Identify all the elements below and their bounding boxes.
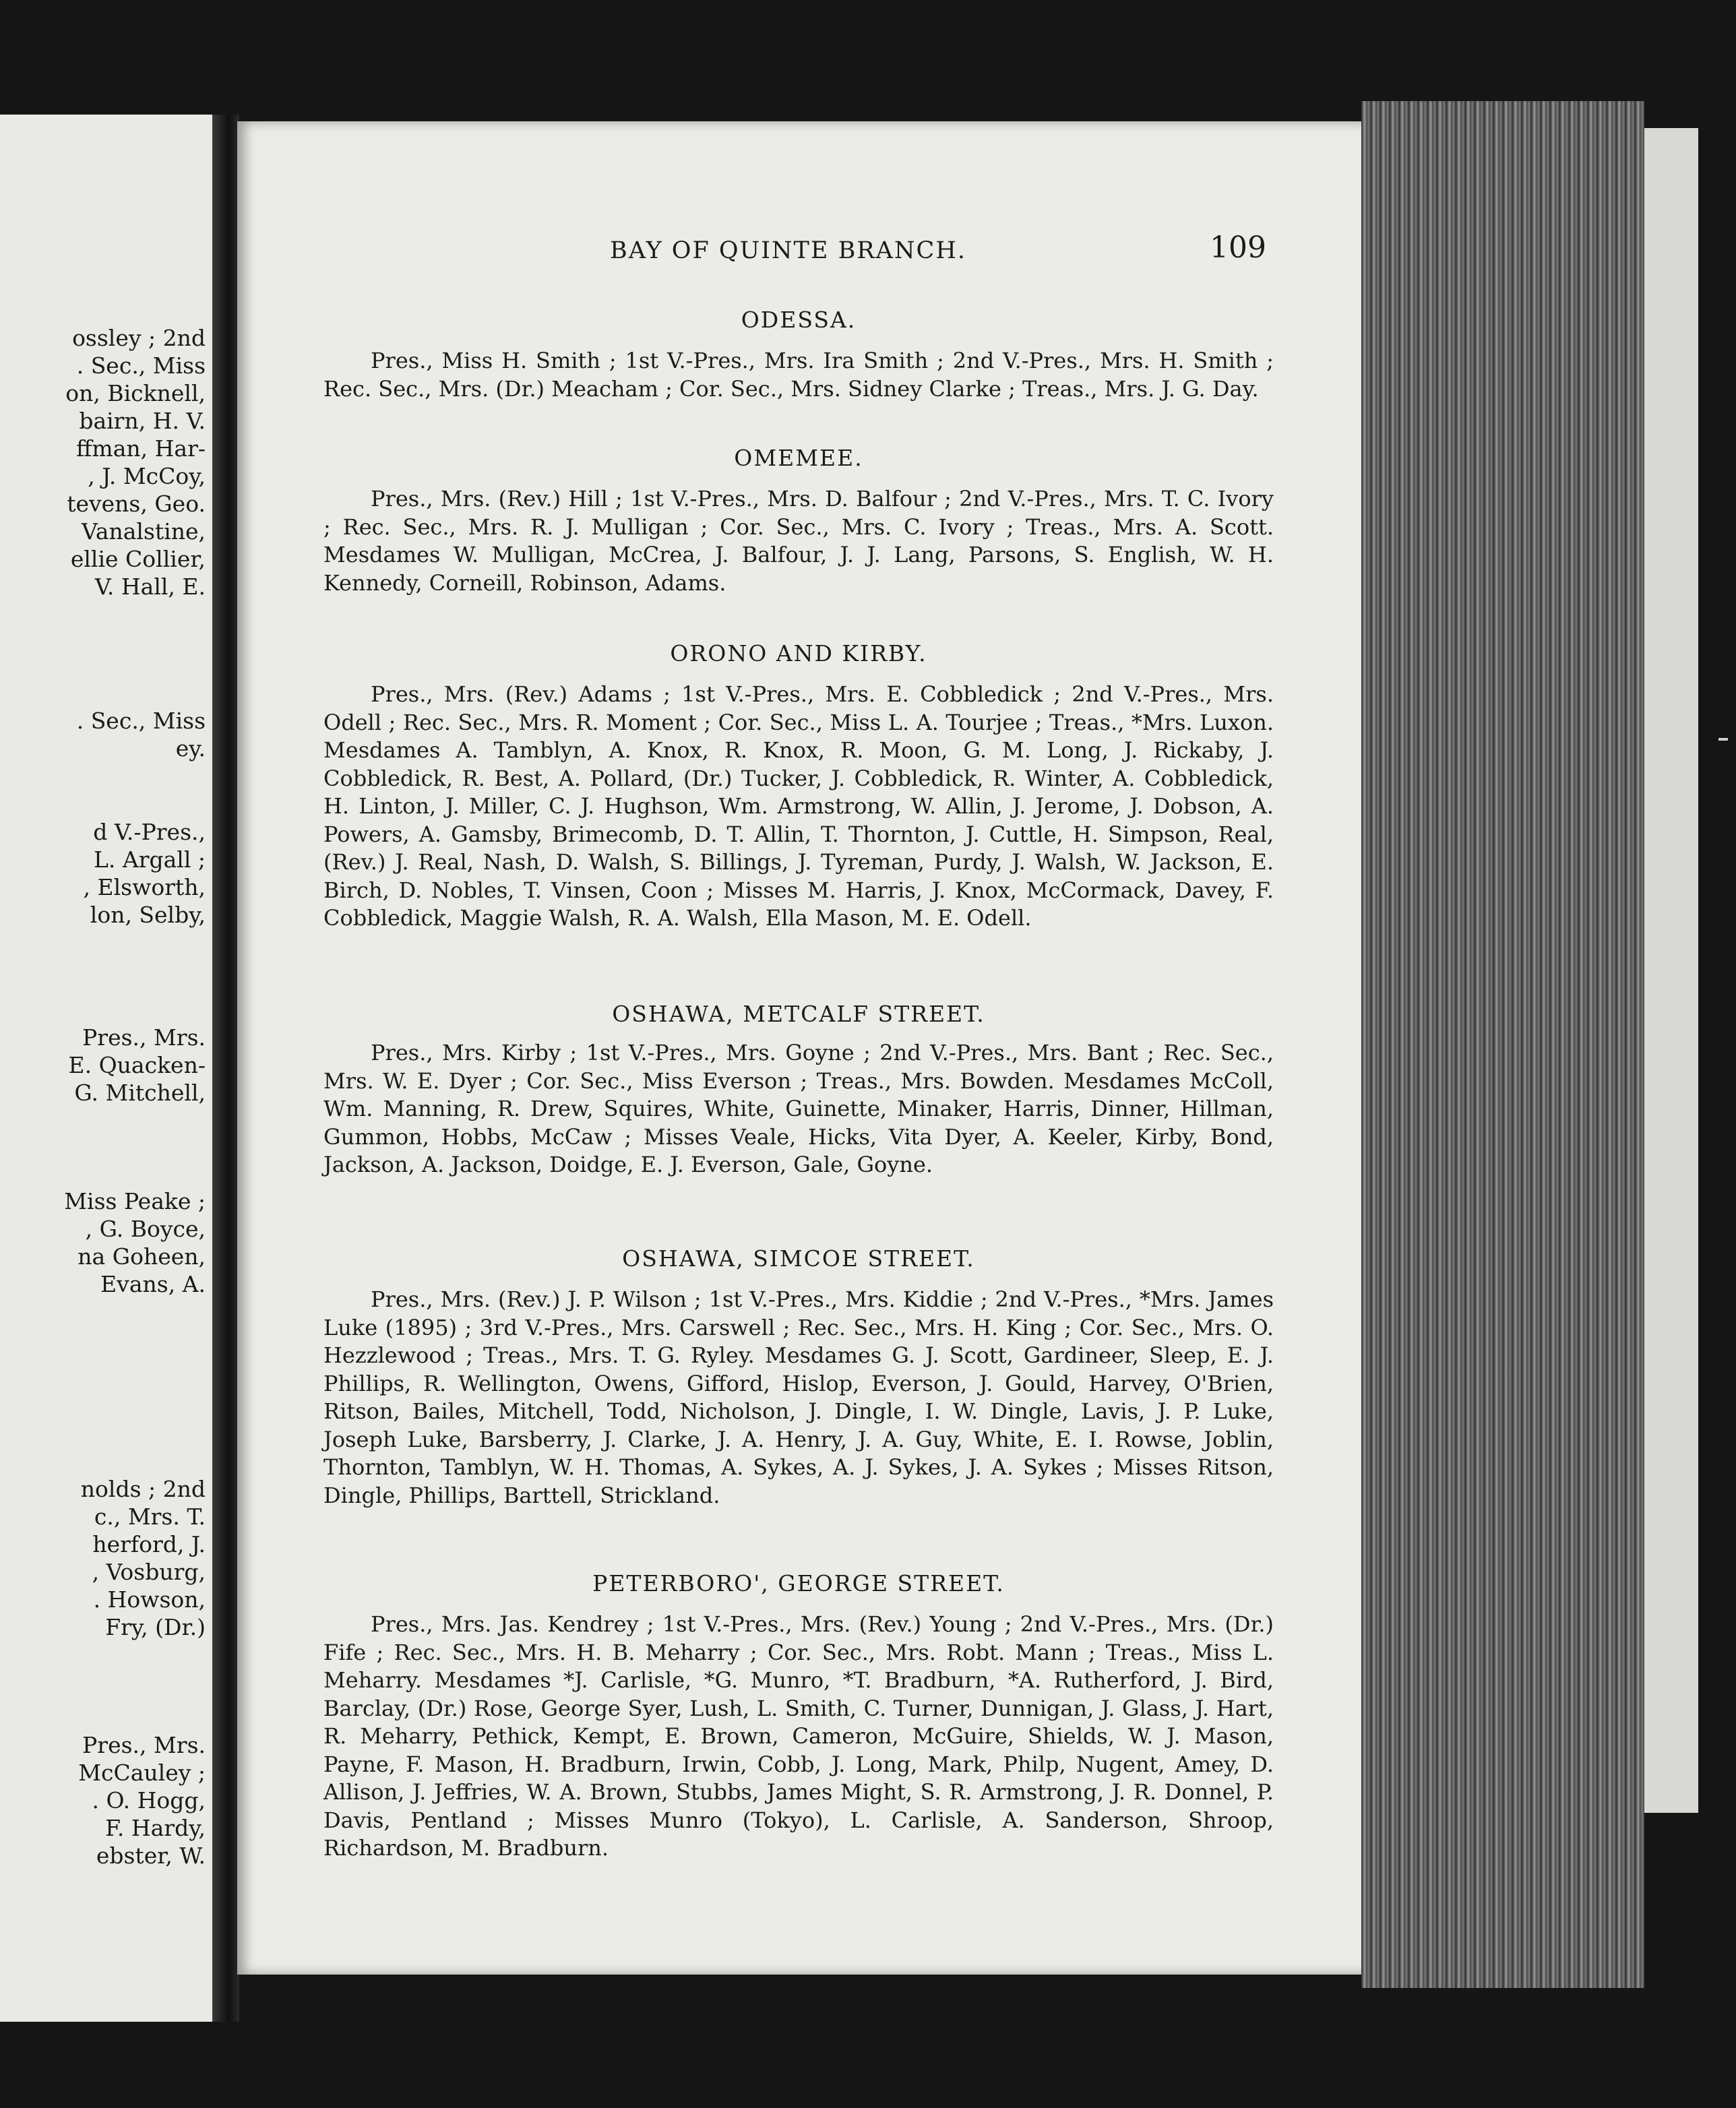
left-line: bairn, H. V. — [79, 408, 206, 434]
left-line: . Howson, — [93, 1586, 206, 1613]
section-text-peterboro-george: Pres., Mrs. Jas. Kendrey ; 1st V.-Pres., Mrs. (Rev.) Young ; 2nd V.-Pres., Mrs. (Dr.) Fife ; Rec. Sec., Mrs. H. B. Meharry ; Cor. Sec., Mrs. Robt. Mann ; Treas., Miss L. Meharry. Mesdames *J. Carlisle, *G. Munro, *T. Bradburn, *A. Rutherford, J. Bird, Barclay, (Dr.) Rose, George Syer, Lush, L. Smith, C. Turner, Dunnigan, J. Glass, J. Hart, R. Meharry, Pethick, Kempt, E. Brown, Cameron, McGuire, Shields, W. J. Mason, Payne, F. Mason, H. Bradburn, Irwin, Cobb, J. Long, Mark, Philp, Nugent, Amey, D. Allison, J. Jeffries, W. A. Brown, Stubbs, James Might, S. R. Armstrong, J. R. Donnel, P. Davis, Pentland ; Misses Munro (Tokyo), L. Carlisle, A. Sanderson, Shroop, Richardson, M. Bradburn. — [323, 1611, 1274, 1861]
page-number: 109 — [1210, 230, 1266, 265]
left-line: , Vosburg, — [92, 1559, 206, 1585]
left-line: ffman, Har- — [75, 435, 206, 462]
section-heading-odessa: ODESSA. — [741, 307, 857, 333]
book-cover-edge — [1644, 128, 1698, 1813]
left-line: McCauley ; — [78, 1760, 206, 1786]
left-line: E. Quacken- — [68, 1052, 206, 1078]
left-line: , J. McCoy, — [88, 463, 206, 489]
left-line: d V.-Pres., — [93, 819, 206, 845]
left-line: tevens, Geo. — [67, 491, 206, 517]
section-heading-omemee: OMEMEE. — [734, 445, 863, 471]
left-line: , Elsworth, — [83, 874, 206, 900]
section-heading-oshawa-metcalf: OSHAWA, METCALF STREET. — [612, 1001, 985, 1027]
left-line: lon, Selby, — [90, 902, 206, 928]
left-line: herford, J. — [92, 1531, 206, 1557]
section-heading-peterboro-george: PETERBORO', GEORGE STREET. — [592, 1570, 1005, 1596]
left-line: . Sec., Miss — [76, 352, 206, 379]
section-text-oshawa-simcoe: Pres., Mrs. (Rev.) J. P. Wilson ; 1st V.-Pres., Mrs. Kiddie ; 2nd V.-Pres., *Mrs. James Luke (1895) ; 3rd V.-Pres., Mrs. Carswell ; Rec. Sec., Mrs. H. King ; Cor. Sec., Mrs. O. Hezzlewood ; Treas., Mrs. T. G. Ryley. Mesdames G. J. Scott, Gardineer, Sleep, E. J. Phillips, R. Wellington, Owens, Gifford, Hislop, Everson, J. Gould, Harvey, O'Brien, Ritson, Bailes, Mitchell, Todd, Nicholson, J. Dingle, I. W. Dingle, Lavis, J. P. Luke, Joseph Luke, Barsberry, J. Clarke, J. A. Henry, J. A. Guy, White, E. I. Rowse, Joblin, Thornton, Tamblyn, W. H. Thomas, A. Sykes, A. J. Sykes, J. A. Sykes ; Misses Ritson, Dingle, Phillips, Barttell, Strickland. — [323, 1286, 1274, 1508]
left-line: na Goheen, — [78, 1243, 206, 1270]
book-gutter — [212, 115, 239, 2022]
left-line: Miss Peake ; — [64, 1188, 206, 1214]
edge-mark — [1718, 738, 1728, 741]
left-line: F. Hardy, — [105, 1815, 206, 1841]
left-line: L. Argall ; — [93, 846, 206, 873]
left-line: Fry, (Dr.) — [105, 1614, 206, 1640]
left-line: on, Bicknell, — [65, 380, 206, 406]
left-line: Pres., Mrs. — [82, 1732, 206, 1758]
left-line: ellie Collier, — [70, 546, 206, 572]
left-line: ey. — [175, 735, 206, 762]
facing-page — [0, 115, 218, 2022]
section-text-omemee: Pres., Mrs. (Rev.) Hill ; 1st V.-Pres., Mrs. D. Balfour ; 2nd V.-Pres., Mrs. T. C. Ivory ; Rec. Sec., Mrs. R. J. Mulligan ; Cor. Sec., Mrs. C. Ivory ; Treas., Mrs. A. Scott. Mesdames W. Mulligan, McCrea, J. Balfour, J. J. Lang, Parsons, S. English, W. H. Kennedy, Corneill, Robinson, Adams. — [323, 486, 1274, 596]
section-text-oshawa-metcalf: Pres., Mrs. Kirby ; 1st V.-Pres., Mrs. Goyne ; 2nd V.-Pres., Mrs. Bant ; Rec. Sec., Mrs. W. E. Dyer ; Cor. Sec., Miss Everson ; Treas., Mrs. Bowden. Mesdames McColl, Wm. Manning, R. Drew, Squires, White, Guinette, Minaker, Harris, Dinner, Hillman, Gummon, Hobbs, McCaw ; Misses Veale, Hicks, Vita Dyer, A. Keeler, Kirby, Bond, Jackson, A. Jackson, Doidge, E. J. Everson, Gale, Goyne. — [323, 1040, 1274, 1177]
left-line: Vanalstine, — [82, 518, 206, 545]
left-line: V. Hall, E. — [94, 574, 206, 600]
left-line: ebster, W. — [96, 1842, 206, 1869]
left-line: ossley ; 2nd — [72, 325, 206, 351]
left-line: Evans, A. — [100, 1271, 206, 1297]
left-line: . Sec., Miss — [76, 708, 206, 734]
section-text-orono-kirby: Pres., Mrs. (Rev.) Adams ; 1st V.-Pres., Mrs. E. Cobbledick ; 2nd V.-Pres., Mrs. Odell ; Rec. Sec., Mrs. R. Moment ; Cor. Sec., Miss L. A. Tourjee ; Treas., *Mrs. Luxon. Mesdames A. Tamblyn, A. Knox, R. Knox, R. Moon, G. M. Long, J. Rickaby, J. Cobbledick, R. Best, A. Pollard, (Dr.) Tucker, J. Cobbledick, R. Winter, A. Cobbledick, H. Linton, J. Miller, C. J. Hughson, Wm. Armstrong, W. Allin, J. Jerome, J. Dobson, A. Powers, A. Gamsby, Brimecomb, D. T. Allin, T. Thornton, J. Cuttle, H. Simpson, Real, (Rev.) J. Real, Nash, D. Walsh, S. Billings, J. Tyreman, Purdy, J. Walsh, W. Jackson, E. Birch, D. Nobles, T. Vinsen, Coon ; Misses M. Harris, J. Knox, McCormack, Davey, F. Cobbledick, Maggie Walsh, R. A. Walsh, Ella Mason, M. E. Odell. — [323, 681, 1274, 931]
section-heading-orono-kirby: ORONO AND KIRBY. — [670, 640, 927, 666]
page-edges — [1361, 101, 1644, 1988]
section-text-odessa: Pres., Miss H. Smith ; 1st V.-Pres., Mrs. Ira Smith ; 2nd V.-Pres., Mrs. H. Smith ; Rec. Sec., Mrs. (Dr.) Meacham ; Cor. Sec., Mrs. Sidney Clarke ; Treas., Mrs. J. G. Day. — [323, 348, 1274, 402]
left-line: nolds ; 2nd — [80, 1476, 206, 1502]
left-line: , G. Boyce, — [85, 1216, 206, 1242]
running-header: BAY OF QUINTE BRANCH. — [610, 237, 966, 264]
left-line: c., Mrs. T. — [94, 1504, 206, 1530]
left-line: . O. Hogg, — [92, 1787, 206, 1814]
left-line: Pres., Mrs. — [82, 1024, 206, 1051]
left-line: G. Mitchell, — [74, 1080, 206, 1106]
section-heading-oshawa-simcoe: OSHAWA, SIMCOE STREET. — [622, 1245, 975, 1272]
